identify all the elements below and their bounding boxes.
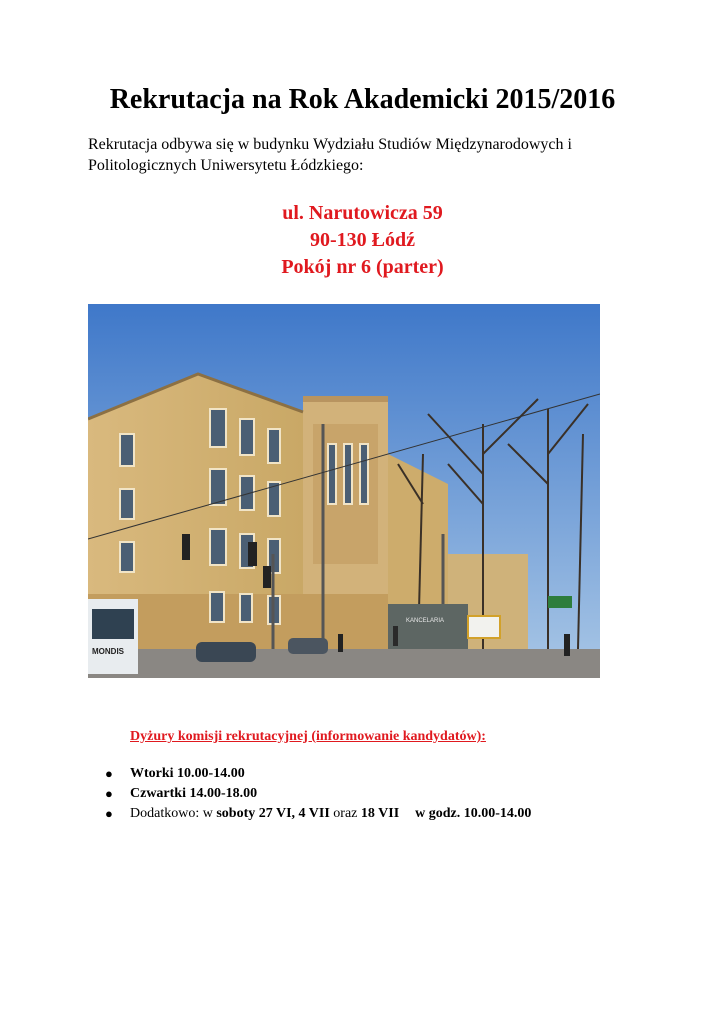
duty-extra-connector: oraz — [329, 806, 361, 821]
address-room: Pokój nr 6 (parter) — [281, 256, 444, 278]
list-item — [105, 804, 531, 824]
duty-extra-days: soboty 27 VI, 4 VII — [216, 806, 330, 821]
bullet-icon: ● — [105, 766, 113, 781]
bullet-icon: ● — [105, 786, 113, 801]
duty-extra-last-day: 18 VII — [360, 806, 400, 821]
duty-extra-prefix: Dodatkowo: w — [130, 806, 217, 821]
building-photo — [88, 304, 600, 678]
bullet-icon: ● — [105, 806, 113, 821]
duty-heading: Dyżury komisji rekrutacyjnej (informowanie kandydatów): — [130, 729, 486, 744]
duty-thursday: Czwartki 14.00-18.00 — [130, 786, 258, 801]
building-sign-text: KANCELARIA — [406, 618, 445, 624]
intro-paragraph: Rekrutacja odbywa się w budynku Wydziału Studiów Międzynarodowych i Politologicznych Uniwersytetu Łódzkiego: — [88, 136, 572, 174]
address-city: 90-130 Łódź — [310, 229, 415, 251]
list-item — [105, 784, 531, 804]
duty-tuesday: Wtorki 10.00-14.00 — [130, 766, 245, 781]
address-block — [0, 200, 725, 281]
duty-extra-hours: w godz. 10.00-14.00 — [415, 806, 532, 821]
address-street: ul. Narutowicza 59 — [282, 202, 443, 224]
list-item — [105, 764, 531, 784]
page-title: Rekrutacja na Rok Akademicki 2015/2016 — [109, 84, 616, 115]
bus-text: MONDIS — [92, 647, 124, 656]
duty-list — [105, 764, 531, 824]
